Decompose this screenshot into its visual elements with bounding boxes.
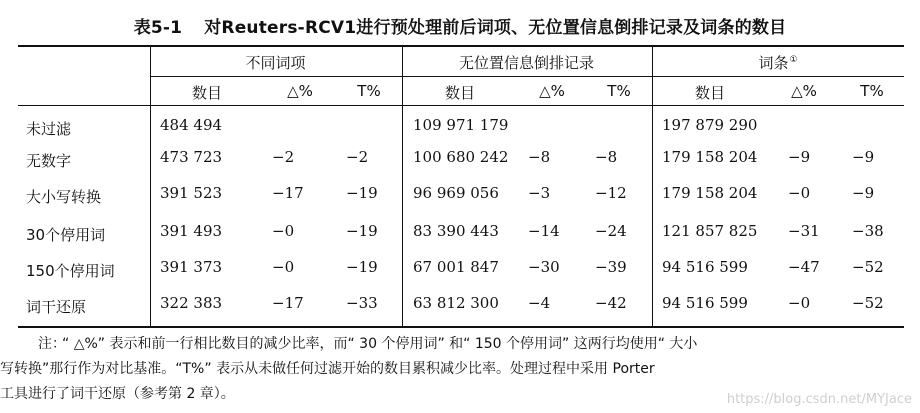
- table-cell: −42: [595, 294, 627, 312]
- table-cell: 96 969 056: [413, 184, 499, 202]
- table-caption: [0, 13, 920, 38]
- row-label: 大小写转换: [26, 188, 102, 206]
- table-cell: −24: [595, 222, 627, 240]
- table-cell: 83 390 443: [413, 222, 499, 240]
- note-line: 工具进行了词干还原（参考第 2 章）。: [0, 386, 235, 402]
- subheader-count: 数目: [444, 84, 475, 102]
- table-cell: −19: [346, 222, 378, 240]
- table-cell: 484 494: [160, 116, 223, 134]
- table-cell: −2: [272, 148, 295, 166]
- subheader-count: 数目: [694, 84, 725, 102]
- table-cell: −17: [272, 294, 304, 312]
- table-cell: −0: [272, 258, 295, 276]
- table-cell: 100 680 242: [413, 148, 509, 166]
- table-cell: −47: [788, 258, 820, 276]
- table-cell: −2: [346, 148, 369, 166]
- row-label: 无数字: [26, 152, 72, 170]
- table-cell: 121 857 825: [662, 222, 758, 240]
- table-cell: −0: [272, 222, 295, 240]
- table-cell: −0: [788, 184, 811, 202]
- table-cell: 94 516 599: [662, 258, 748, 276]
- subheader-total: T%: [607, 82, 631, 100]
- table-number: 表5-1: [133, 18, 183, 38]
- table-cell: −0: [788, 294, 811, 312]
- table-cell: −8: [595, 148, 618, 166]
- table-cell: 63 812 300: [413, 294, 499, 312]
- table-cell: −39: [595, 258, 627, 276]
- table-cell: 197 879 290: [662, 116, 758, 134]
- row-label: 词干还原: [26, 298, 87, 316]
- table-cell: 179 158 204: [662, 184, 758, 202]
- subheader-total: T%: [860, 82, 884, 100]
- table-cell: 322 383: [160, 294, 223, 312]
- table-cell: −9: [788, 148, 811, 166]
- table-cell: 179 158 204: [662, 148, 758, 166]
- table-cell: −9: [852, 184, 875, 202]
- table-cell: −14: [528, 222, 560, 240]
- table-cell: 391 373: [160, 258, 223, 276]
- table-cell: −3: [528, 184, 551, 202]
- group-header-terms: 不同词项: [245, 54, 306, 72]
- table-cell: −19: [346, 258, 378, 276]
- table-cell: −17: [272, 184, 304, 202]
- table-cell: −33: [346, 294, 378, 312]
- group-rule: [150, 76, 904, 77]
- subheader-delta: △%: [539, 82, 565, 100]
- table-cell: −8: [528, 148, 551, 166]
- note-prefix: 注：: [38, 336, 66, 352]
- bottom-rule: [18, 326, 904, 328]
- table-cell: 473 723: [160, 148, 223, 166]
- subheader-total: T%: [357, 82, 381, 100]
- table-cell: 391 493: [160, 222, 223, 240]
- subheader-delta: △%: [287, 82, 313, 100]
- table-cell: 67 001 847: [413, 258, 499, 276]
- group-header-tokens: 词条①: [758, 54, 798, 72]
- row-label: 30个停用词: [26, 226, 106, 244]
- row-label: 150个停用词: [26, 262, 115, 280]
- group-header-postings: 无位置信息倒排记录: [458, 54, 594, 72]
- table-cell: −12: [595, 184, 627, 202]
- table-cell: 94 516 599: [662, 294, 748, 312]
- note-line: 写转换”那行作为对比基准。“T%” 表示从未做任何过滤开始的数目累积减少比率。处理过程中采用 Porter: [0, 361, 655, 377]
- table-cell: −19: [346, 184, 378, 202]
- table-cell: −52: [852, 294, 884, 312]
- subheader-count: 数目: [191, 84, 222, 102]
- table-cell: 109 971 179: [413, 116, 509, 134]
- footnote-marker: ①: [789, 55, 798, 65]
- watermark: https://blog.csdn.net/MYJace: [726, 392, 912, 407]
- note-line: “ △%” 表示和前一行相比数目的减少比率，而“ 30 个停用词” 和“ 150 个停用词” 这两行均使用“ 大小: [62, 336, 698, 352]
- table-title: 对Reuters-RCV1进行预处理前后词项、无位置信息倒排记录及词条的数目: [204, 18, 787, 38]
- table-cell: −31: [788, 222, 820, 240]
- table-cell: −4: [528, 294, 551, 312]
- table-cell: −52: [852, 258, 884, 276]
- table-cell: −38: [852, 222, 884, 240]
- row-label: 未过滤: [26, 120, 72, 138]
- table-cell: −30: [528, 258, 560, 276]
- subheader-delta: △%: [791, 82, 817, 100]
- table-cell: −9: [852, 148, 875, 166]
- table-cell: 391 523: [160, 184, 223, 202]
